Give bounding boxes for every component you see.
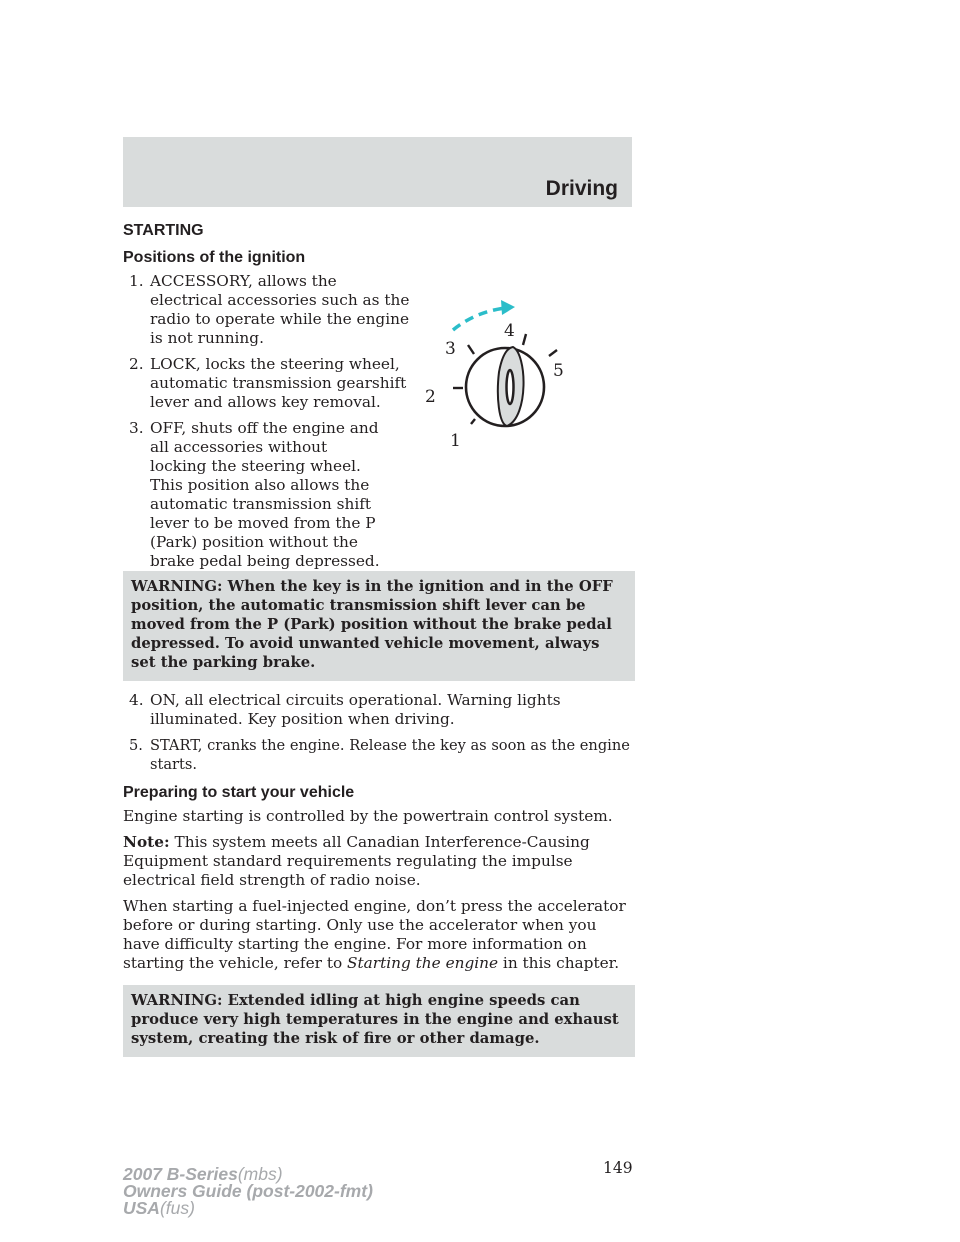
paragraph: Engine starting is controlled by the powertrain control system. — [123, 807, 613, 825]
position-label-4: 4 — [504, 321, 515, 341]
heading-ignition-positions: Positions of the ignition — [123, 249, 306, 266]
heading-starting: STARTING — [123, 222, 204, 239]
position-label-5: 5 — [553, 361, 564, 381]
arrow-head-icon — [501, 300, 515, 315]
list-item: 1. ACCESSORY, allows the electrical accessories such as the radio to operate while the engine is not running. — [129, 272, 410, 347]
page-number: 149 — [603, 1159, 633, 1177]
section-title: Driving — [545, 177, 618, 200]
rotation-arrow-icon — [453, 308, 505, 330]
list-item: 5. START, cranks the engine. Release the key as soon as the engine starts. — [129, 737, 630, 773]
note-text: This system meets all Canadian Interference-Causing Equipment standard requirements regulating the impulse electrical field strength of radio noise. — [123, 833, 590, 889]
note-label: Note: — [123, 833, 170, 851]
footer: 2007 B-Series(mbs) Owners Guide (post-2002-fmt) USA(fus) — [123, 1164, 373, 1218]
heading-preparing-to-start: Preparing to start your vehicle — [123, 784, 355, 801]
header-band — [123, 137, 632, 207]
paragraph: When starting a fuel-injected engine, don’t press the accelerator before or during starting. Only use the accelerator when you have difficulty starting the engine. For more information on starting the vehicle, refer to Starting the engine in this chapter. — [123, 897, 626, 972]
cross-reference: Starting the engine — [347, 954, 499, 972]
list-item: 2. LOCK, locks the steering wheel, automatic transmission gearshift lever and allows key removal. — [129, 355, 407, 411]
warning-box-idling: WARNING: Extended idling at high engine speeds can produce very high temperatures in the engine and exhaust system, creating the risk of fire or other damage. — [123, 985, 635, 1057]
position-label-2: 2 — [425, 387, 436, 407]
note-paragraph — [123, 833, 635, 890]
warning-box-off-position: WARNING: When the key is in the ignition and in the OFF position, the automatic transmission shift lever can be moved from the P (Park) position without the brake pedal depressed. To avoid unwanted vehicle movement, always set the parking brake. — [123, 571, 635, 681]
position-label-1: 1 — [450, 431, 461, 451]
list-item: 4. ON, all electrical circuits operational. Warning lights illuminated. Key position when driving. — [129, 691, 561, 728]
page-content: STARTING Positions of the ignition 1. ACCESSORY, allows the electrical accessories such as the radio to operate while the engine is not running. 2. LOCK, locks the steering wheel, automatic transmission gearshift lever and allows key removal. 3. OFF, shuts off the engine and all accessories without locking the steering wheel. This position also allows the automatic transmission shift lever to be moved from the P (Park) position without the brake pedal being depressed. WARNING: When the key is in the ignition and in the OFF position, the automatic transmission shift lever can be moved from the P (Park) position without the brake pedal depressed. To avoid unwanted vehicle movement, always set the parking brake. 4. ON, all electrical circuits operational. Warning lights illuminated. Key position when driving. 5. START, cranks the engine. Release the key as soon as the engine starts. Preparing to start your vehicle Engine starting is controlled by the powertrain control system. Note: This system meets all Canadian Interference-Causing Equipment standard requirements regulating the impulse electrical field strength of radio noise. When starting a fuel-injected engine, don’t press the accelerator before or during starting. Only use the accelerator when you have difficulty starting the engine. For more information on starting the vehicle, refer to Starting the engine in this chapter. WARNING: Extended idling at high engine speeds can produce very high temperatures in the engine and exhaust system, creating the risk of fire or other damage. 1 2 3 4 5 — [123, 222, 635, 1067]
ignition-diagram — [415, 292, 595, 452]
position-label-3: 3 — [445, 339, 456, 359]
key-slot-icon — [507, 370, 514, 404]
